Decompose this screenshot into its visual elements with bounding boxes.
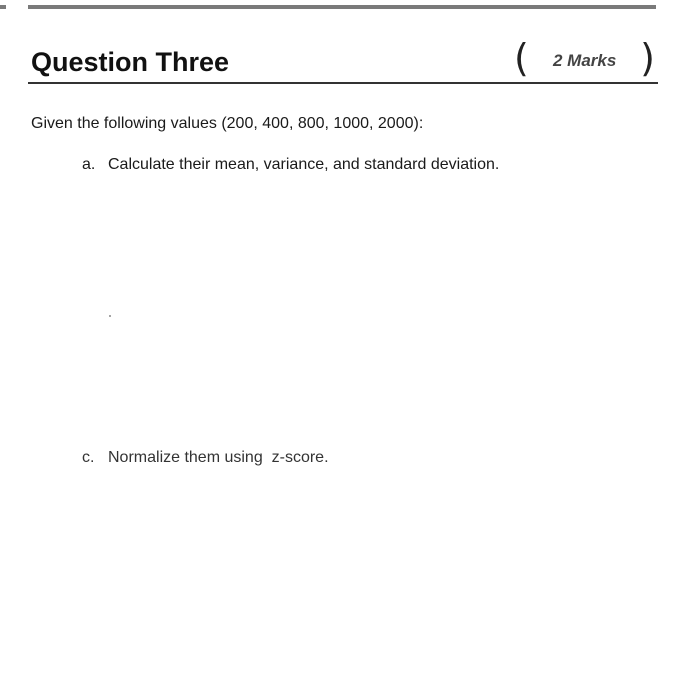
list-item-marker: c. [82,449,95,466]
list-item-text: Normalize them using z-score. [108,449,329,466]
list-item-a [82,156,499,174]
stray-dot [109,315,111,317]
marks-bracket-open: ( [514,36,529,80]
list-item-c [82,449,329,467]
top-rule-left [0,5,6,9]
question-intro: Given the following values (200, 400, 800, 1000, 2000): [31,115,424,132]
list-item-text: Calculate their mean, variance, and standard deviation. [108,156,500,173]
marks-box [514,38,657,82]
marks-label: 2 Marks [553,51,617,70]
list-item-marker: a. [82,156,96,173]
question-title: Question Three [31,47,230,77]
marks-bracket-close: ) [640,36,655,80]
title-underline [28,82,658,84]
top-rule [28,5,656,9]
